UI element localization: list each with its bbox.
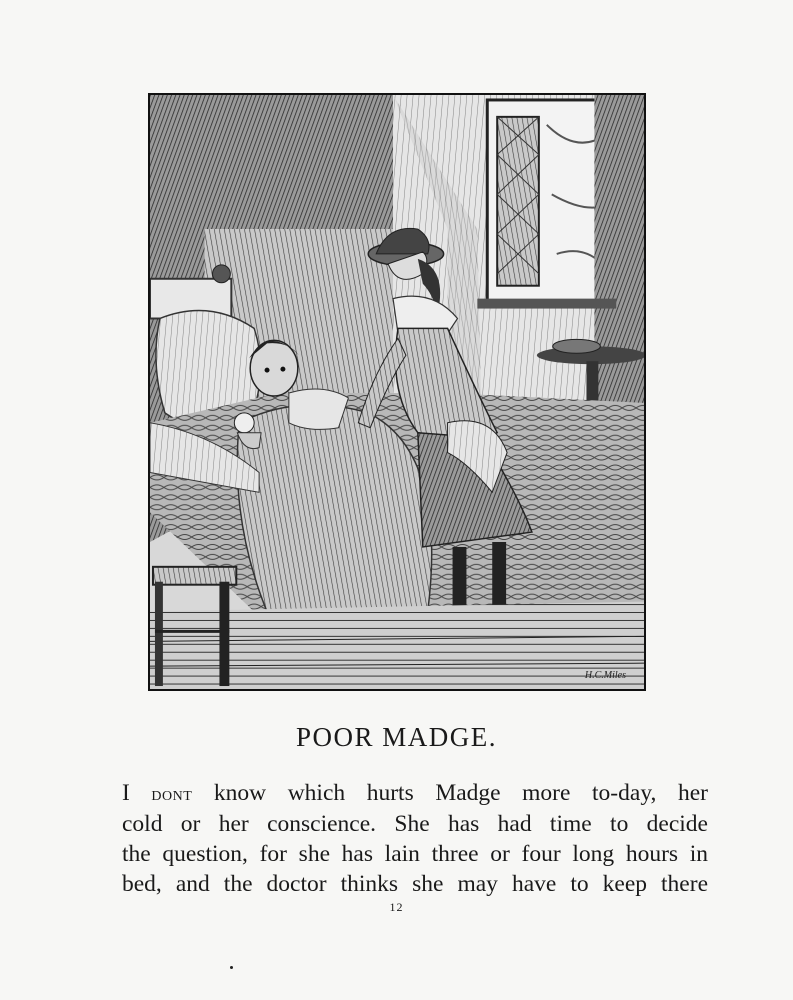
text-line-2: cold or her conscience. She has had time to decide <box>122 811 708 837</box>
engraving-illustration <box>148 93 646 691</box>
first-word: I <box>122 780 130 806</box>
body-paragraph <box>122 778 708 899</box>
paper-speck <box>230 966 233 969</box>
text-line-3: the question, for she has lain three or four long hours in <box>122 841 708 867</box>
line1-rest: know which hurts Madge more to-day, her <box>213 780 709 806</box>
page-number: 12 <box>389 900 404 914</box>
smallcaps-word: dont <box>151 783 193 805</box>
text-line-1 <box>122 778 708 809</box>
bedroom-scene-engraving <box>150 95 644 689</box>
artist-signature: H.C.Miles <box>584 670 626 681</box>
text-line-4: bed, and the doctor thinks she may have to keep there <box>122 871 708 897</box>
chapter-title: POOR MADGE. <box>295 722 498 752</box>
